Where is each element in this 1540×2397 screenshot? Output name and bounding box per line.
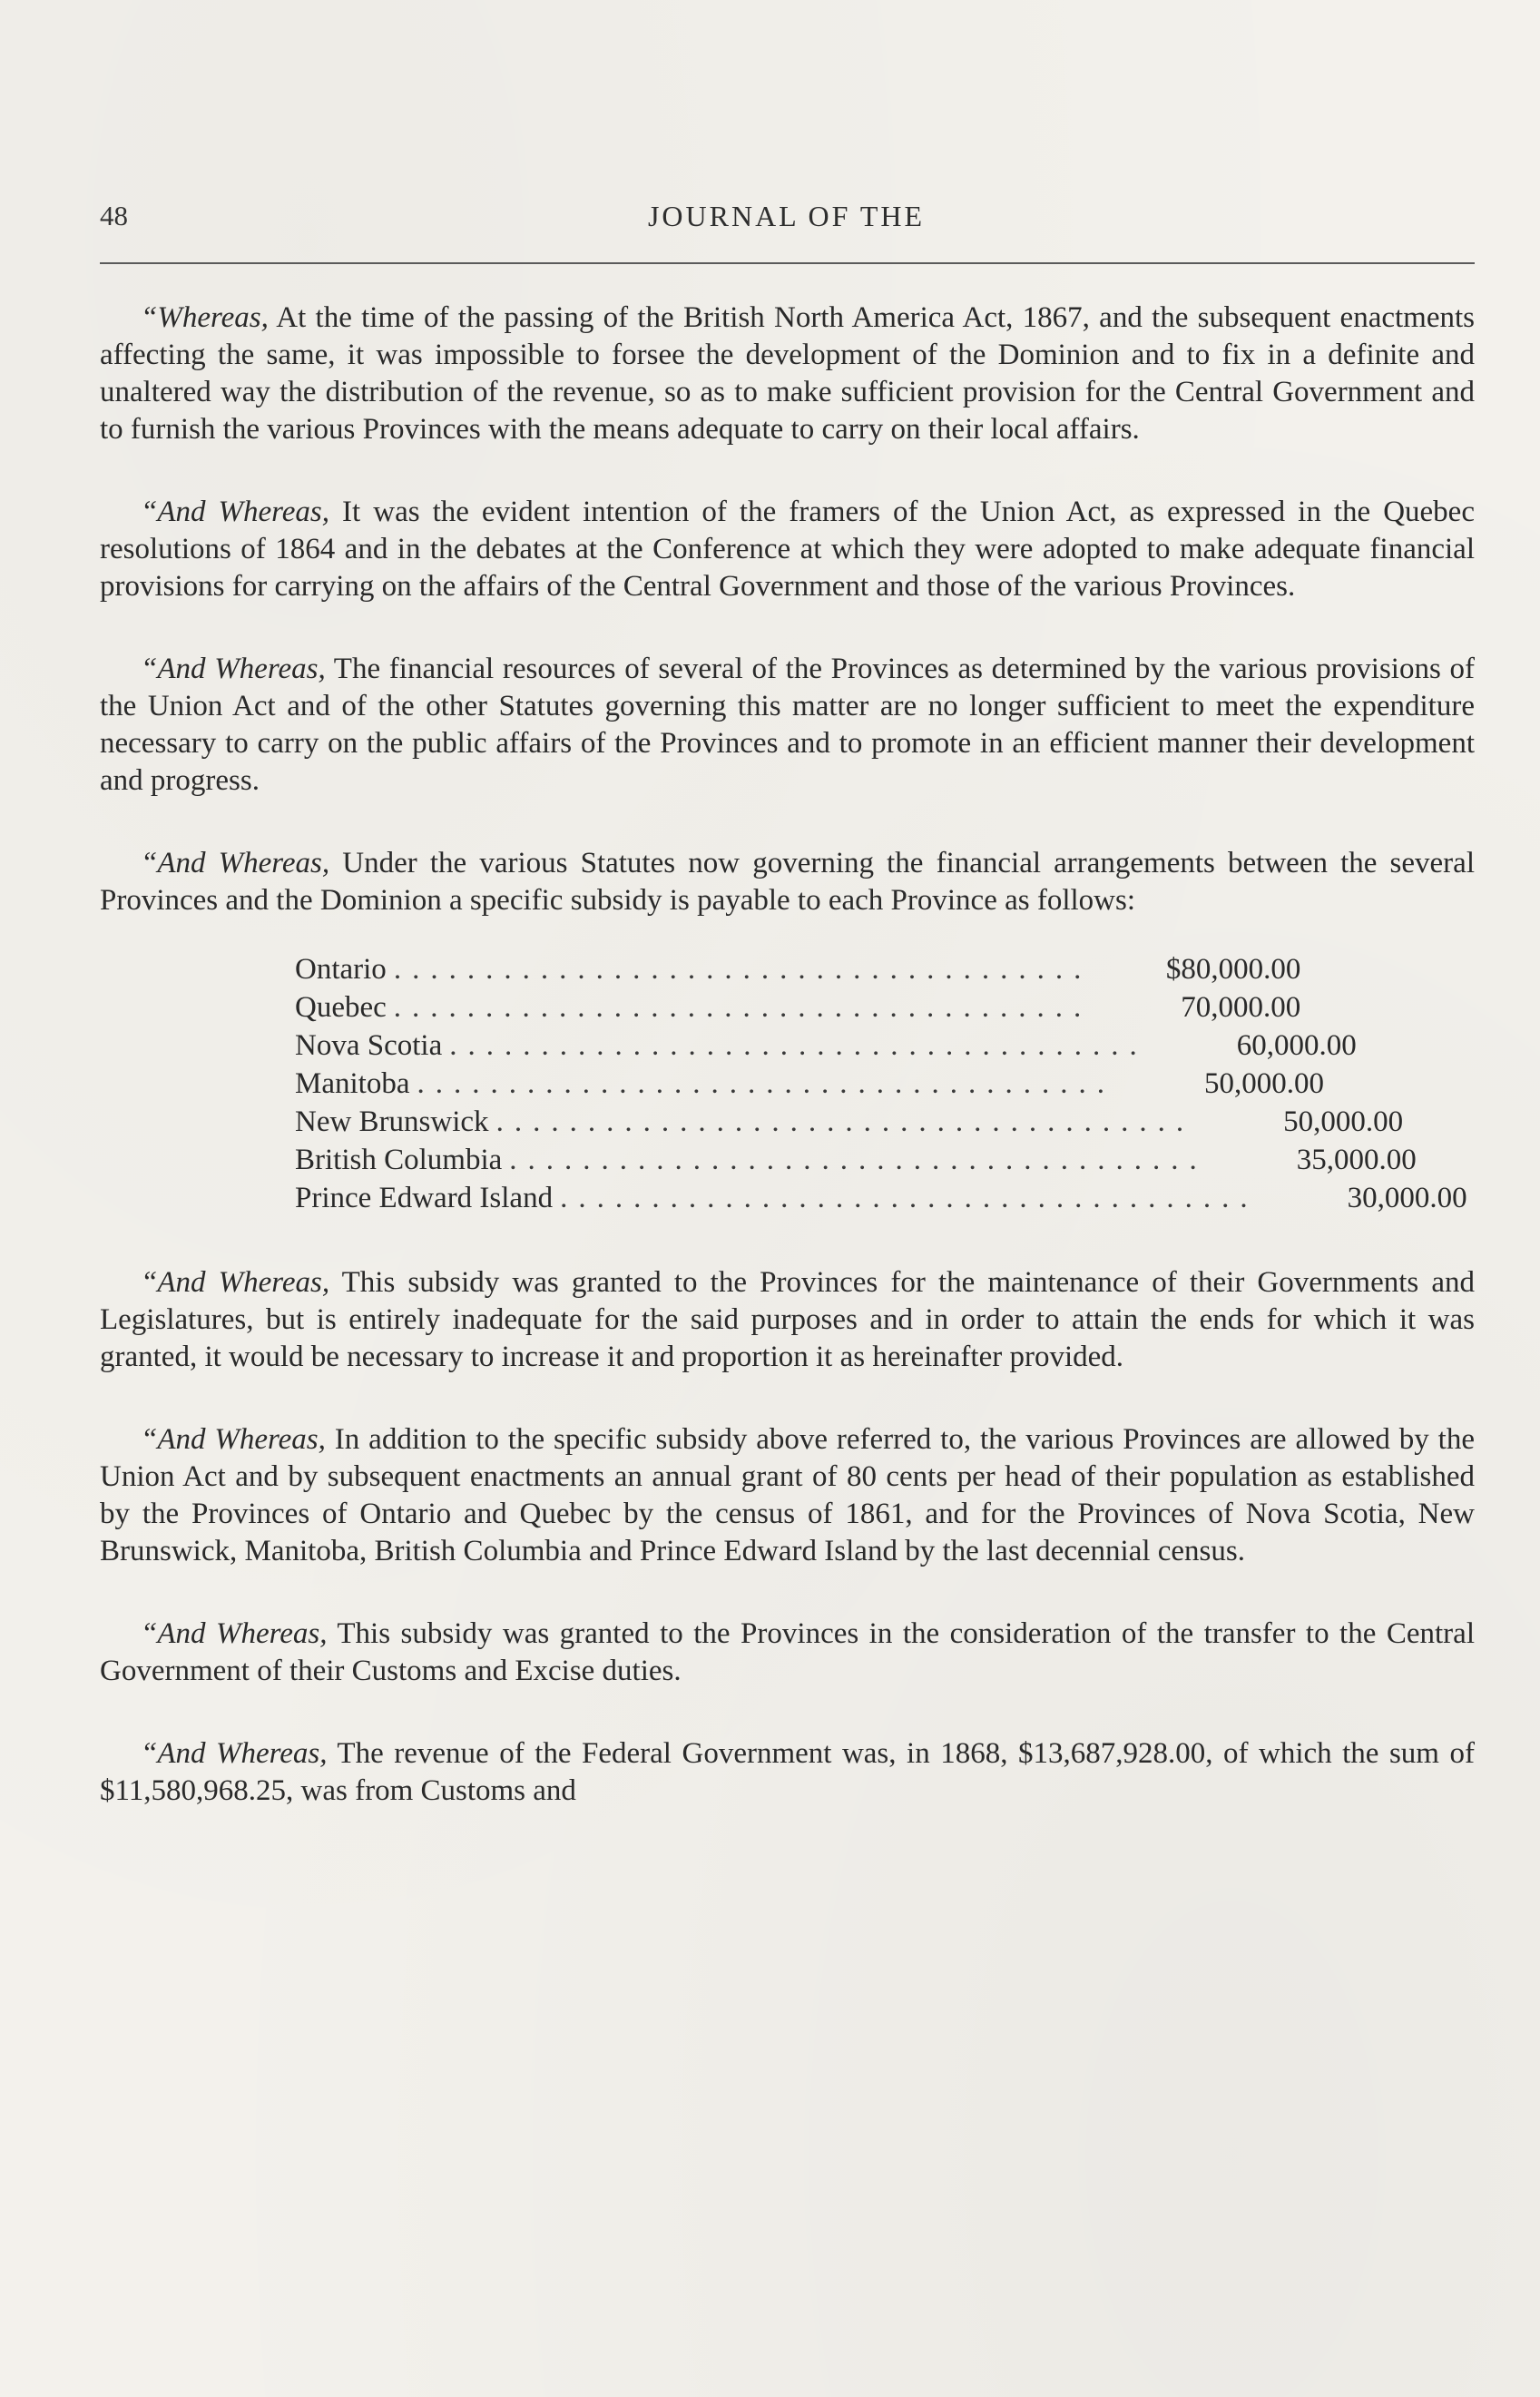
- dot-leader: ......................................: [417, 1067, 1115, 1100]
- paragraph-text: At the time of the passing of the British North America Act, 1867, and the subsequent enactments affecting the same, it was impossible to forsee the development of the Dominion and to fix in a definite and unaltered way the distribution of the revenue, so as to make sufficient provision for the Central Government and to furnish the various Provinces with the means adequate to carry on their local affairs.: [100, 301, 1475, 446]
- paragraph: [100, 1616, 1475, 1690]
- paragraph: [100, 1421, 1475, 1570]
- journal-title: JOURNAL OF THE: [647, 200, 926, 232]
- subsidy-row: [295, 1027, 1357, 1065]
- subsidy-amount: 60,000.00: [1236, 1029, 1357, 1062]
- subsidy-row: [295, 1103, 1404, 1141]
- dot-leader: ......................................: [393, 953, 1093, 986]
- running-head: [100, 192, 1473, 247]
- dot-leader: ......................................: [509, 1144, 1208, 1176]
- province-name: Nova Scotia: [295, 1029, 443, 1062]
- dot-leader: ......................................: [449, 1029, 1148, 1062]
- subsidy-row: [295, 950, 1301, 988]
- page-number: 48: [100, 200, 128, 231]
- subsidy-amount: 50,000.00: [1203, 1067, 1324, 1100]
- dot-leader: ......................................: [560, 1182, 1259, 1214]
- province-name: Ontario: [295, 953, 387, 986]
- paragraph-lead: “Whereas,: [141, 301, 269, 334]
- province-name: New Brunswick: [295, 1105, 489, 1138]
- subsidy-table: [295, 950, 1467, 1217]
- paragraph-lead: “And Whereas,: [141, 1266, 330, 1299]
- subsidy-amount: $80,000.00: [1165, 953, 1301, 986]
- paragraph-lead: “And Whereas,: [141, 1423, 326, 1456]
- paragraph-text: Under the various Statutes now governing the financial arrangements between the several Provinces and the Dominion a specific subsidy is payable to each Province as follows:: [100, 847, 1475, 917]
- subsidy-row: [295, 1179, 1467, 1217]
- paragraph-lead: “And Whereas,: [141, 653, 326, 685]
- subsidy-amount: 50,000.00: [1283, 1105, 1404, 1138]
- paragraph-text: In addition to the specific subsidy above referred to, the various Provinces are allowed by the Union Act and by subsequent enactments an annual grant of 80 cents per head of their population as established by the Provinces of Ontario and Quebec by the census of 1861, and for the Provinces of Nova Scotia, New Brunswick, Manitoba, British Columbia and Prince Edward Island by the last decennial census.: [100, 1423, 1475, 1567]
- subsidy-row: [295, 988, 1301, 1027]
- paragraph: [100, 300, 1475, 448]
- paragraph-text: This subsidy was granted to the Provinces for the maintenance of their Governments and Legislatures, but is entirely inadequate for the said purposes and in order to attain the ends for which it was granted, it would be necessary to increase it and proportion it as hereinafter provided.: [100, 1266, 1475, 1373]
- paragraph: [100, 651, 1475, 800]
- province-name: British Columbia: [295, 1144, 503, 1176]
- paragraph-text: This subsidy was granted to the Provinces in the consideration of the transfer to the Central Government of their Customs and Excise duties.: [100, 1617, 1475, 1687]
- paragraph-text: The revenue of the Federal Government was, in 1868, $13,687,928.00, of which the sum of $11,580,968.25, was from Customs and: [100, 1737, 1475, 1807]
- dot-leader: ......................................: [393, 991, 1093, 1024]
- body-text: [100, 300, 1475, 1855]
- subsidy-amount: 70,000.00: [1181, 991, 1301, 1024]
- header-rule: [100, 262, 1475, 264]
- subsidy-row: [295, 1065, 1324, 1103]
- paragraph: [100, 845, 1475, 919]
- province-name: Prince Edward Island: [295, 1182, 554, 1214]
- province-name: Manitoba: [295, 1067, 410, 1100]
- paragraph-lead: “And Whereas,: [141, 1737, 328, 1770]
- subsidy-amount: 30,000.00: [1347, 1182, 1467, 1214]
- dot-leader: ......................................: [495, 1105, 1195, 1138]
- paragraph: [100, 494, 1475, 605]
- paragraph: [100, 1264, 1475, 1376]
- paragraph-lead: “And Whereas,: [141, 847, 330, 879]
- paragraph-text: The financial resources of several of the Provinces as determined by the various provisions of the Union Act and of the other Statutes governing this matter are no longer sufficient to meet the expenditure necessary to carry on the public affairs of the Provinces and to promote in an efficient manner their development and progress.: [100, 653, 1475, 797]
- subsidy-row: [295, 1141, 1417, 1179]
- subsidy-amount: 35,000.00: [1296, 1144, 1417, 1176]
- paragraph-text: It was the evident intention of the framers of the Union Act, as expressed in the Quebec resolutions of 1864 and in the debates at the Conference at which they were adopted to make adequate financial provisions for carrying on the affairs of the Central Government and those of the various Provinces.: [100, 496, 1475, 603]
- paragraph-lead: “And Whereas,: [141, 496, 330, 528]
- paragraph-lead: “And Whereas,: [141, 1617, 328, 1650]
- province-name: Quebec: [295, 991, 387, 1024]
- paragraph: [100, 1735, 1475, 1810]
